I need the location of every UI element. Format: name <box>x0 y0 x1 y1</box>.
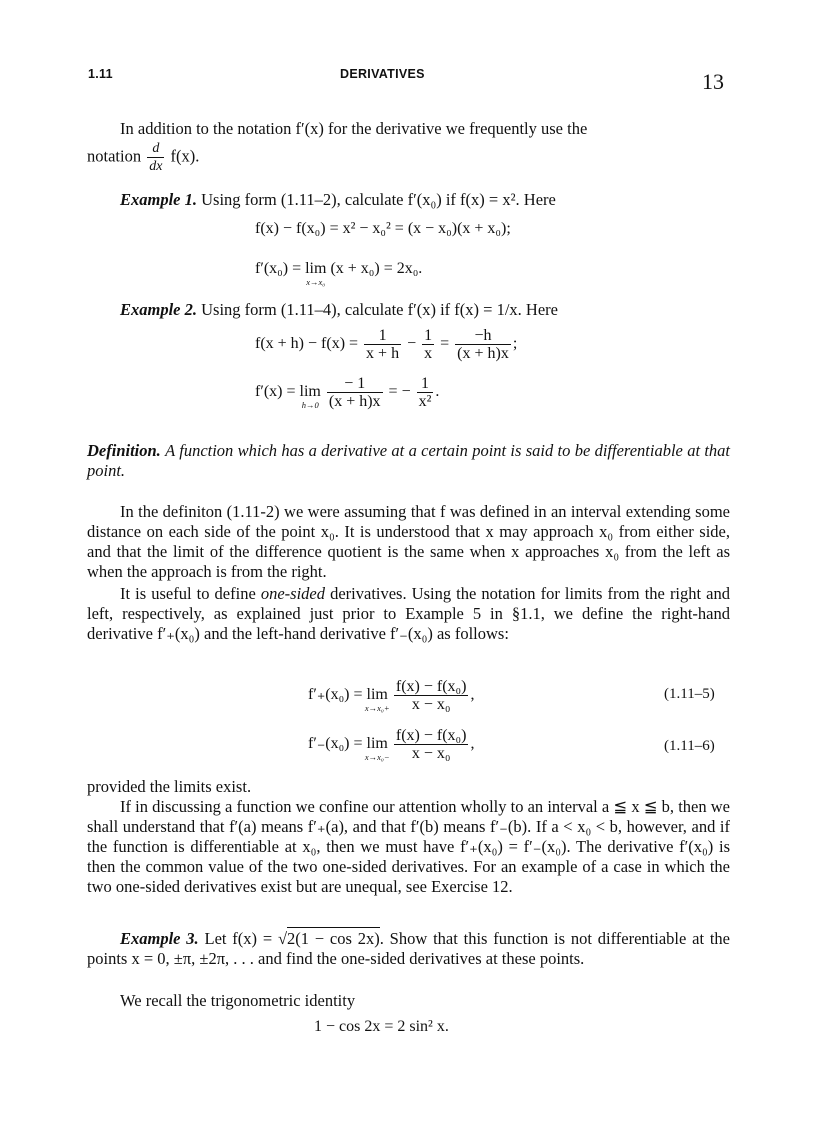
example1-text: Using form (1.11–2), calculate f′(x₀) if f(x) = x². Here <box>201 190 556 209</box>
example3-radicand: 2(1 − cos 2x) <box>287 929 380 948</box>
example2-eq1 <box>255 327 517 362</box>
paragraph-one-sided-intro: In the definiton (1.11-2) we were assuming that f was defined in an interval extending some distance on each side of the point x₀. It is understood that x may approach x₀ from either side, and that the limit of the difference quotient is the same when x approaches x₀ from the left as when the approach is from the right. <box>87 502 730 581</box>
example3-text-start: Let f(x) = √ <box>204 929 288 948</box>
page-number: 13 <box>702 69 724 94</box>
example1-eq2-right: (x + x₀) = 2x₀. <box>326 260 423 277</box>
eq6-left: f′₋(x₀) = <box>308 735 367 753</box>
para2-emphasis: one-sided <box>260 584 326 603</box>
fraction-3-numerator: −h <box>455 327 511 345</box>
eq6-numerator: f(x) − f(x₀) <box>395 727 467 744</box>
eq5-comma: , <box>470 686 475 704</box>
equation-1-11-6 <box>308 727 474 762</box>
definition-label: Definition. <box>87 441 161 460</box>
eq5-denominator: x − x₀ <box>411 696 451 713</box>
example1-label: Example 1. <box>120 190 197 209</box>
example2-limit <box>299 383 321 411</box>
fraction-1 <box>364 327 401 362</box>
notation-word: notation <box>87 146 142 166</box>
d-numerator: d <box>147 140 164 158</box>
para2-end: derivatives. Using the notation for limits from the right and left, respectively, as explained just prior to Example 5 in §1.1, we define the right-hand derivative f′₊(x₀) and the left-hand derivative f′₋(x₀) as follows: <box>87 584 731 643</box>
fraction-2-numerator: 1 <box>424 327 433 344</box>
example2-statement <box>87 300 730 320</box>
example1-eq1: f(x) − f(x₀) = x² − x₀² = (x − x₀)(x + x₀); <box>255 220 511 237</box>
semicolon: ; <box>512 335 518 353</box>
fraction-1-denominator: x + h <box>366 345 400 362</box>
example1-eq2-left: f′(x₀) = <box>255 260 306 277</box>
period: . <box>435 383 440 401</box>
fraction-5-numerator: 1 <box>417 375 434 393</box>
example2-text: Using form (1.11–4), calculate f′(x) if f(x) = 1/x. Here <box>201 300 558 319</box>
fraction-2-denominator: x <box>424 345 433 362</box>
eq5-left: f′₊(x₀) = <box>308 686 367 704</box>
fraction-2 <box>422 327 434 362</box>
trig-identity: 1 − cos 2x = 2 sin² x. <box>314 1018 449 1035</box>
eq6-comma: , <box>470 735 475 753</box>
minus-sign: − <box>407 335 417 353</box>
example1-statement <box>87 190 730 210</box>
example1-limit <box>305 260 327 287</box>
eq5-limit <box>364 686 390 714</box>
lim-subscript: x→x₀− <box>364 752 390 763</box>
lim-subscript: h→0 <box>301 400 319 411</box>
para2-start: It is useful to define <box>120 584 261 603</box>
example2-eq1-left: f(x + h) − f(x) = <box>255 335 359 353</box>
lim-text: lim <box>366 686 388 704</box>
recall-line: We recall the trigonometric identity <box>120 991 356 1010</box>
example2-label: Example 2. <box>120 300 197 319</box>
example2-eq2-left: f′(x) = <box>255 383 300 401</box>
fraction-1-numerator: 1 <box>364 327 401 345</box>
example1-eq2 <box>255 260 423 287</box>
example3-label: Example 3. <box>120 929 199 948</box>
lim-text: lim <box>299 383 321 401</box>
equals-sign: = <box>440 335 450 353</box>
example3-text-end: . Show that this function is not differentiable at the points x = 0, ±π, ±2π, . . . and find the one-sided derivatives at these points. <box>87 929 731 968</box>
equals-minus: = − <box>388 383 411 401</box>
eq6-denominator: x − x₀ <box>411 745 451 762</box>
equation-number-1-11-6: (1.11–6) <box>664 738 715 754</box>
fraction-5 <box>417 375 434 410</box>
example3-statement <box>87 929 730 969</box>
eq5-numerator: f(x) − f(x₀) <box>395 678 467 695</box>
equation-number-1-11-5: (1.11–5) <box>664 686 715 702</box>
fx-tail: f(x). <box>170 146 200 166</box>
fraction-5-denominator: x² <box>418 393 432 410</box>
paragraph-interval: If in discussing a function we confine our attention wholly to an interval a ≦ x ≦ b, then we shall understand that f′(a) means f′₊(a), and that f′(b) means f′₋(b). If a < x₀ < b, however, and if the function is differentiable at x₀, then we must have f′₊(x₀) = f′₋(x₀). The derivative f′(x₀) is then the common value of the two one-sided derivatives. For an example of a case in which the two one-sided derivatives exist but are unequal, see Exercise 12. <box>87 797 730 896</box>
d-dx-fraction <box>147 140 164 175</box>
eq5-fraction <box>394 678 469 713</box>
fraction-4-numerator: − 1 <box>327 375 383 393</box>
lim-text: lim <box>366 735 388 753</box>
dx-denominator: dx <box>149 159 163 174</box>
lim-text: lim <box>305 260 327 277</box>
paragraph-limits-exist: provided the limits exist. <box>87 777 252 796</box>
paragraph-one-sided-define <box>87 584 730 644</box>
lim-subscript: x→x₀+ <box>364 703 390 714</box>
fraction-4-denominator: (x + h)x <box>328 393 381 410</box>
fraction-4 <box>327 375 383 410</box>
fraction-3-denominator: (x + h)x <box>457 345 509 362</box>
fraction-3 <box>455 327 511 362</box>
intro-notation <box>87 140 199 175</box>
definition-text: A function which has a derivative at a certain point is said to be differentiable at that point. <box>87 441 731 480</box>
running-title: DERIVATIVES <box>340 67 425 81</box>
equation-1-11-5 <box>308 678 474 713</box>
eq6-fraction <box>394 727 469 762</box>
eq6-limit <box>364 735 390 763</box>
lim-subscript: x→x₀ <box>306 277 326 287</box>
intro-line: In addition to the notation f′(x) for the derivative we frequently use the <box>120 119 588 138</box>
example2-eq2 <box>255 375 439 410</box>
section-number: 1.11 <box>88 67 113 81</box>
definition <box>87 441 730 481</box>
